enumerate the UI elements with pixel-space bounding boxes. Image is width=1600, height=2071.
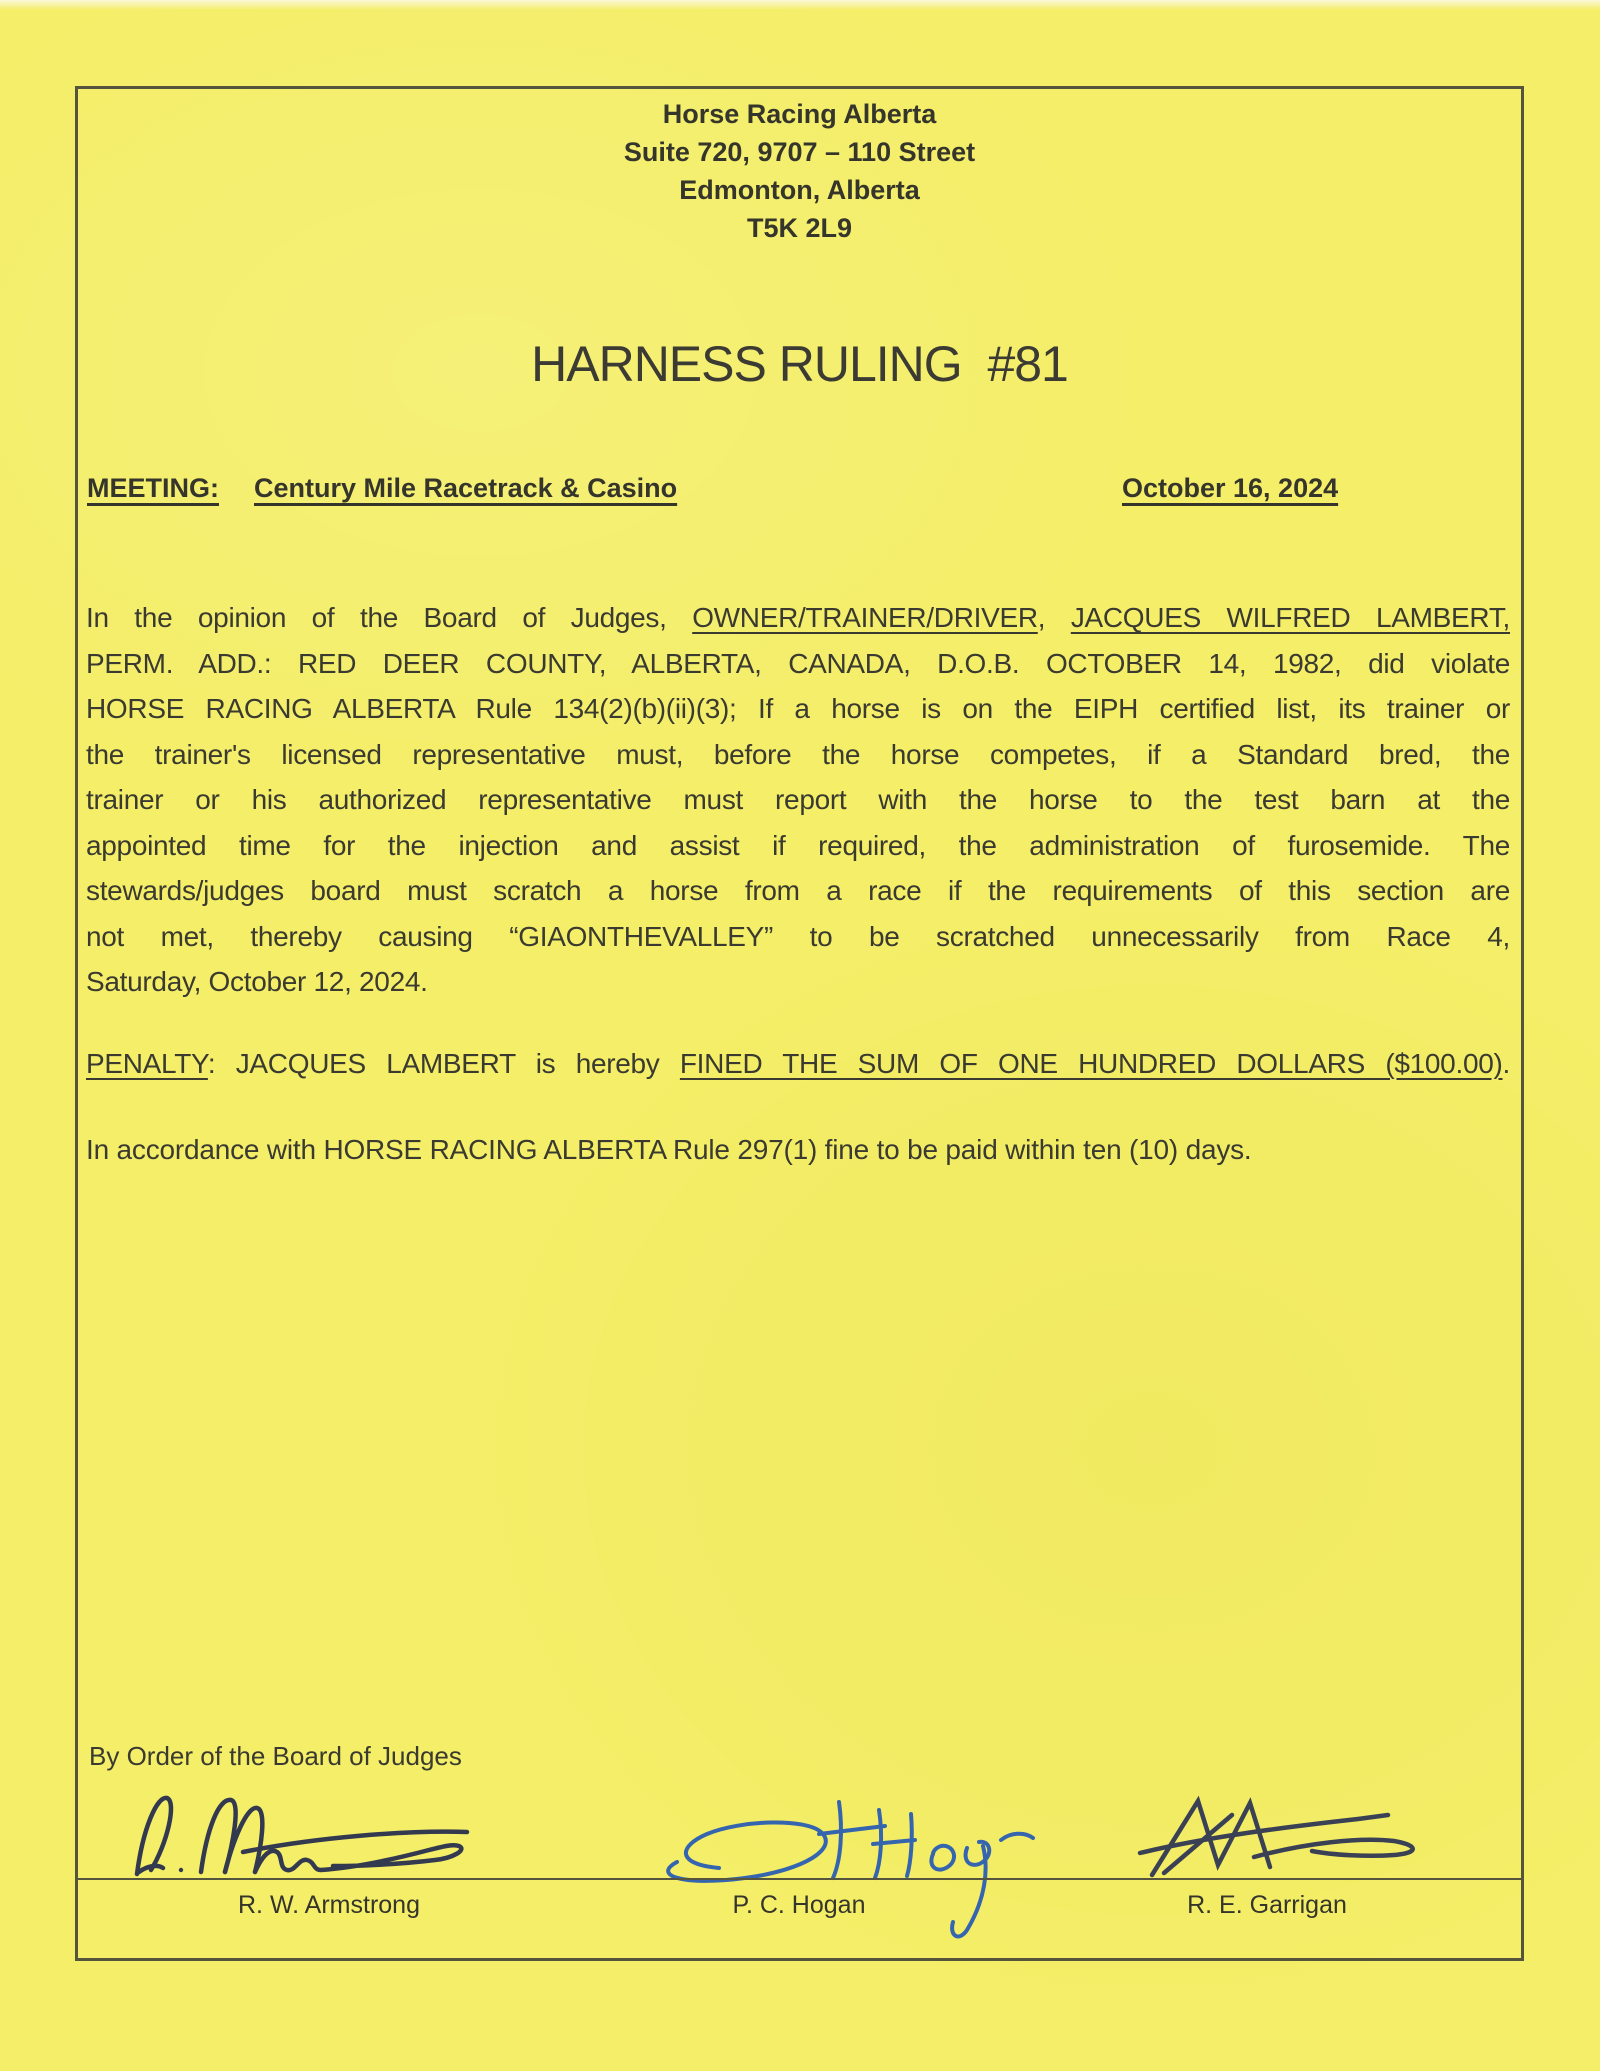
body-line: appointed time for the injection and assist if required, the administration of furosemide. The <box>86 829 1510 861</box>
org-postal-code: T5K 2L9 <box>746 213 853 243</box>
payment-terms: In accordance with HORSE RACING ALBERTA Rule 297(1) fine to be paid within ten (10) days. <box>86 1134 1252 1165</box>
signatory-name: R. W. Armstrong <box>238 1891 420 1919</box>
signature-garrigan <box>1136 1789 1436 1889</box>
scan-edge-artifact <box>0 0 1600 10</box>
body-line: the trainer's licensed representative must, before the horse competes, if a Standard bred, the <box>86 738 1510 770</box>
body-line: not met, thereby causing “GIAONTHEVALLEY” to be scratched unnecessarily from Race 4, <box>86 920 1510 952</box>
body-line: PERM. ADD.: RED DEER COUNTY, ALBERTA, CANADA, D.O.B. OCTOBER 14, 1982, did violate <box>86 647 1510 679</box>
signatory-name: R. E. Garrigan <box>1187 1891 1347 1919</box>
org-address: Suite 720, 9707 – 110 Street <box>623 137 976 167</box>
body-line: Saturday, October 12, 2024. <box>86 966 428 997</box>
signature-line <box>78 1878 1521 1880</box>
penalty-line: PENALTY: JACQUES LAMBERT is hereby FINED THE SUM OF ONE HUNDRED DOLLARS ($100.00). <box>86 1048 1510 1079</box>
ruling-title: HARNESS RULING #81 <box>531 336 1068 392</box>
org-name: Horse Racing Alberta <box>662 99 937 129</box>
body-line: stewards/judges board must scratch a horse from a race if the requirements of this section are <box>86 875 1510 906</box>
body-line: HORSE RACING ALBERTA Rule 134(2)(b)(ii)(3); If a horse is on the EIPH certified list, its trainer or <box>86 693 1510 724</box>
body-line: trainer or his authorized representative must report with the horse to the test barn at the <box>86 784 1510 815</box>
body-line: In the opinion of the Board of Judges, OWNER/TRAINER/DRIVER, JACQUES WILFRED LAMBERT, <box>86 602 1510 633</box>
signature-hogan <box>633 1782 1053 1952</box>
ruling-date: October 16, 2024 <box>1122 473 1339 503</box>
meeting-label: MEETING: <box>87 473 219 503</box>
ruling-body <box>86 595 1510 1005</box>
meeting-venue: Century Mile Racetrack & Casino <box>254 473 678 503</box>
letterhead <box>78 95 1521 247</box>
document-border-frame <box>75 86 1524 1961</box>
org-city: Edmonton, Alberta <box>679 175 920 205</box>
signatory-name: P. C. Hogan <box>732 1891 866 1919</box>
by-order-text: By Order of the Board of Judges <box>89 1741 462 1771</box>
